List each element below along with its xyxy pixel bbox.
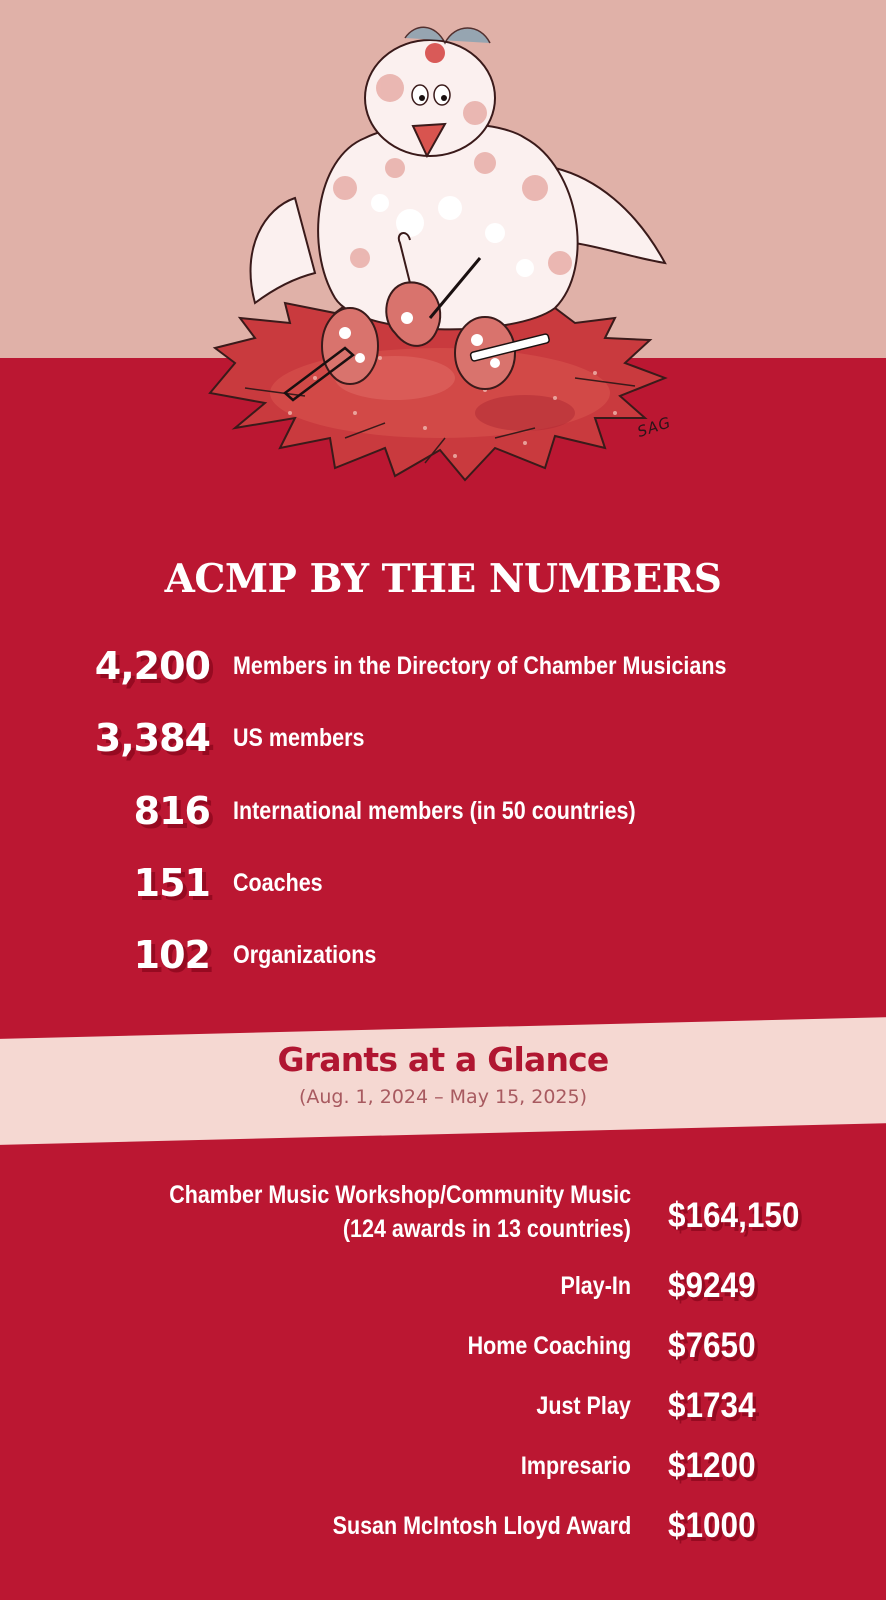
grant-label: Impresario [521,1452,631,1480]
stat-label: Organizations [233,941,377,969]
grant-label: Susan McIntosh Lloyd Award [332,1512,631,1540]
stat-label: International members (in 50 countries) [233,797,636,825]
grant-label: Home Coaching [467,1332,631,1360]
grant-amount: $1000 [668,1506,756,1545]
bird-nest-illustration [195,18,695,518]
stat-row [0,708,886,768]
stat-row [0,853,886,913]
grant-sublabel: (124 awards in 13 countries) [343,1215,631,1243]
stat-label: US members [233,724,365,752]
grant-label: Just Play [536,1392,631,1420]
stat-label: Coaches [233,869,323,897]
grant-label: Play-In [560,1272,631,1300]
page-title: ACMP BY THE NUMBERS [164,556,722,602]
stat-label: Members in the Directory of Chamber Musicians [233,652,727,680]
stat-number: 816 [133,789,210,833]
stat-row [0,925,886,985]
grants-date-range: (Aug. 1, 2024 – May 15, 2025) [298,1086,588,1108]
grants-title: Grants at a Glance [277,1040,609,1079]
stat-number: 4,200 [94,644,210,688]
stat-row [0,781,886,841]
grant-amount: $9249 [668,1266,756,1305]
grant-amount: $164,150 [668,1196,800,1235]
grant-label: Chamber Music Workshop/Community Music [169,1181,631,1209]
grant-amount: $1734 [668,1386,756,1425]
grants-header-band [0,1017,886,1146]
grant-amount: $7650 [668,1326,756,1365]
stat-number: 102 [133,933,210,977]
artist-signature: SAG [635,413,674,441]
grant-amount: $1200 [668,1446,756,1485]
stat-number: 3,384 [94,716,210,760]
stat-row [0,636,886,696]
stat-number: 151 [133,861,210,905]
